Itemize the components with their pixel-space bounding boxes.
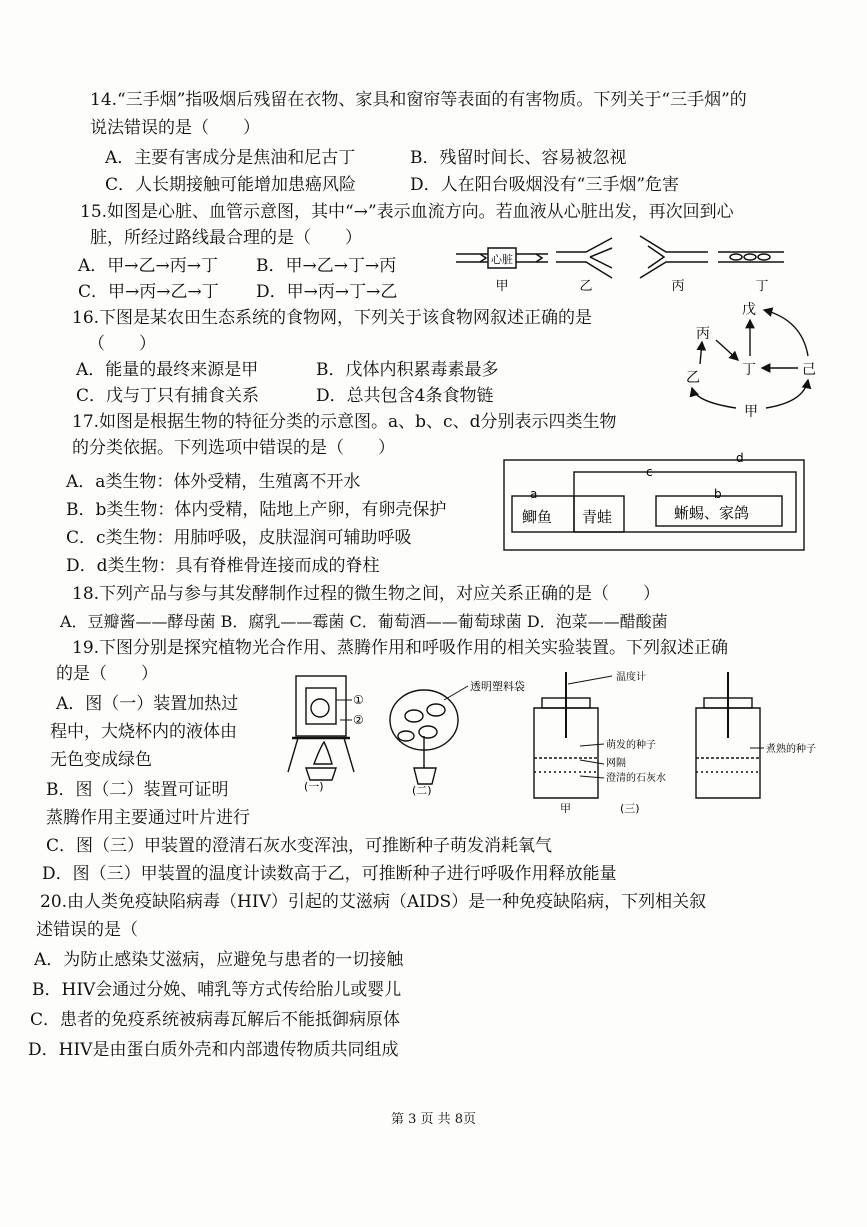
- page-footer: 第 3 页 共 8页: [390, 1112, 477, 1127]
- q20-option-a: A．为防止感染艾滋病，应避免与患者的一切接触: [34, 950, 404, 970]
- label-frog: 青蛙: [582, 508, 613, 526]
- q17-stem-line1: 17.如图是根据生物的特征分类的示意图。a、b、c、d分别表示四类生物: [72, 412, 617, 432]
- label-a: a: [530, 487, 538, 501]
- q15-option-b: B．甲→乙→丁→丙: [256, 256, 397, 276]
- q19-option-a-line3: 无色变成绿色: [50, 750, 152, 770]
- q20-option-d: D．HIV是由蛋白质外壳和内部遗传物质共同组成: [28, 1040, 399, 1060]
- q19-option-a-line2: 程中，大烧杯内的液体由: [50, 722, 237, 742]
- q17-option-d: D．d类生物：具有脊椎骨连接而成的脊柱: [66, 556, 380, 576]
- q18-options: A．豆瓣酱——酵母菌 B．腐乳——霉菌 C．葡萄酒——葡萄球菌 D．泡菜——醋酸菌: [60, 612, 668, 631]
- label-d: d: [736, 451, 744, 465]
- q16-option-c: C．戊与丁只有捕食关系: [76, 386, 260, 406]
- label-others: 蜥蜴、家鸽: [674, 504, 750, 522]
- box-d: [504, 460, 804, 550]
- q15-stem-line2: 脏，所经过路线最合理的是（ ）: [90, 228, 362, 248]
- q16-option-d: D．总共包含4条食物链: [316, 386, 494, 406]
- q17-classification-diagram: [500, 450, 810, 554]
- q14-option-a: A．主要有害成分是焦油和尼古丁: [105, 148, 356, 168]
- q14-option-c: C．人长期接触可能增加患癌风险: [105, 175, 357, 195]
- q20-stem-line1: 20.由人类免疫缺陷病毒（HIV）引起的艾滋病（AIDS）是一种免疫缺陷病，下列相关叙: [40, 892, 707, 912]
- label-c: c: [646, 465, 653, 479]
- q16-option-a: A．能量的最终来源是甲: [76, 360, 259, 380]
- q17-option-a: A．a类生物：体外受精，生殖离不开水: [66, 472, 361, 492]
- q17-option-b: B．b类生物：体内受精，陆地上产卵，有卵壳保护: [66, 500, 447, 520]
- vessel-ding: [718, 252, 784, 262]
- label-limewater: 澄清的石灰水: [606, 773, 666, 784]
- q19-option-a-line1: A．图（一）装置加热过: [56, 694, 239, 714]
- label-fish: 鲫鱼: [522, 508, 553, 526]
- q19-option-d: D．图（三）甲装置的温度计读数高于乙，可推断种子进行呼吸作用释放能量: [42, 864, 617, 884]
- heart-label: 心脏: [491, 253, 513, 266]
- caption-1: (一): [304, 780, 324, 793]
- q16-food-web: [676, 298, 826, 428]
- q15-option-d: D．甲→丙→丁→乙: [256, 282, 398, 302]
- q19-stem-line1: 19.下图分别是探究植物光合作用、蒸腾作用和呼吸作用的相关实验装置。下列叙述正确: [72, 638, 729, 658]
- marker-1: ①: [353, 693, 364, 707]
- q19-stem-line2: 的是（ ）: [56, 664, 158, 684]
- q14-stem-line2: 说法错误的是（ ）: [90, 118, 260, 138]
- q20-option-b: B．HIV会通过分娩、哺乳等方式传给胎儿或婴儿: [32, 980, 402, 1000]
- q20-stem-line2: 述错误的是（: [36, 920, 138, 940]
- q15-option-c: C．甲→丙→乙→丁: [78, 282, 219, 302]
- node-bing: 丙: [696, 326, 710, 342]
- q14-option-b: B．残留时间长、容易被忽视: [410, 148, 627, 168]
- label-yi: 乙: [579, 279, 593, 294]
- q15-figure-vessels: [452, 228, 788, 296]
- q20-option-c: C．患者的免疫系统被病毒瓦解后不能抵御病原体: [30, 1010, 401, 1030]
- vessel-yi: [556, 238, 612, 278]
- q19-option-c: C．图（三）甲装置的澄清石灰水变浑浊，可推断种子萌发消耗氧气: [46, 836, 553, 856]
- vessel-bing: [640, 236, 708, 278]
- q19-figure-1-heating: [288, 668, 380, 794]
- node-jia: 甲: [744, 404, 758, 420]
- q16-stem-line2: （ ）: [88, 334, 156, 354]
- node-ji: 己: [802, 362, 816, 378]
- node-yi: 乙: [686, 370, 700, 386]
- q14-option-d: D．人在阳台吸烟没有“三手烟”危害: [410, 175, 680, 195]
- q15-option-a: A．甲→乙→丙→丁: [78, 256, 219, 276]
- label-bag: 透明塑料袋: [470, 680, 525, 693]
- label-ding: 丁: [755, 279, 769, 294]
- node-ding: 丁: [742, 362, 756, 378]
- label-b: b: [714, 487, 722, 501]
- node-wu: 戊: [742, 302, 756, 318]
- q15-stem-line1: 15.如图是心脏、血管示意图，其中“→”表示血流方向。若血液从心脏出发，再次回到心: [80, 202, 734, 222]
- caption-2: (二): [412, 784, 432, 797]
- q14-stem-line1: 14.“三手烟”指吸烟后残留在衣物、家具和窗帘等表面的有害物质。下列关于“三手烟”的: [90, 90, 747, 110]
- label-bing: 丙: [671, 279, 685, 294]
- q19-option-b-line2: 蒸腾作用主要通过叶片进行: [46, 808, 250, 828]
- caption-3: (三): [620, 802, 640, 815]
- label-net: 网隔: [606, 758, 626, 769]
- label-boiled-seeds: 煮熟的种子: [766, 744, 816, 755]
- food-web-arrows: [692, 310, 808, 408]
- q16-stem-line1: 16.下图是某农田生态系统的食物网，下列关于该食物网叙述正确的是: [72, 308, 593, 328]
- q16-option-b: B．戊体内积累毒素最多: [316, 360, 499, 380]
- q19-option-b-line1: B．图（二）装置可证明: [46, 780, 229, 800]
- q18-stem: 18.下列产品与参与其发酵制作过程的微生物之间，对应关系正确的是（ ）: [72, 584, 661, 604]
- label-sprouting-seeds: 萌发的种子: [606, 740, 656, 751]
- q19-figure-2-transpiration: [384, 676, 525, 797]
- label-jia: 甲: [495, 279, 509, 294]
- label-thermometer: 温度计: [616, 672, 646, 683]
- q17-option-c: C．c类生物：用肺呼吸，皮肤湿润可辅助呼吸: [66, 528, 412, 548]
- q19-figure-3-respiration: [520, 668, 832, 816]
- marker-2: ②: [353, 713, 364, 727]
- label-jia-bottle: 甲: [560, 802, 571, 815]
- q17-stem-line2: 的分类依据。下列选项中错误的是（ ）: [72, 438, 395, 458]
